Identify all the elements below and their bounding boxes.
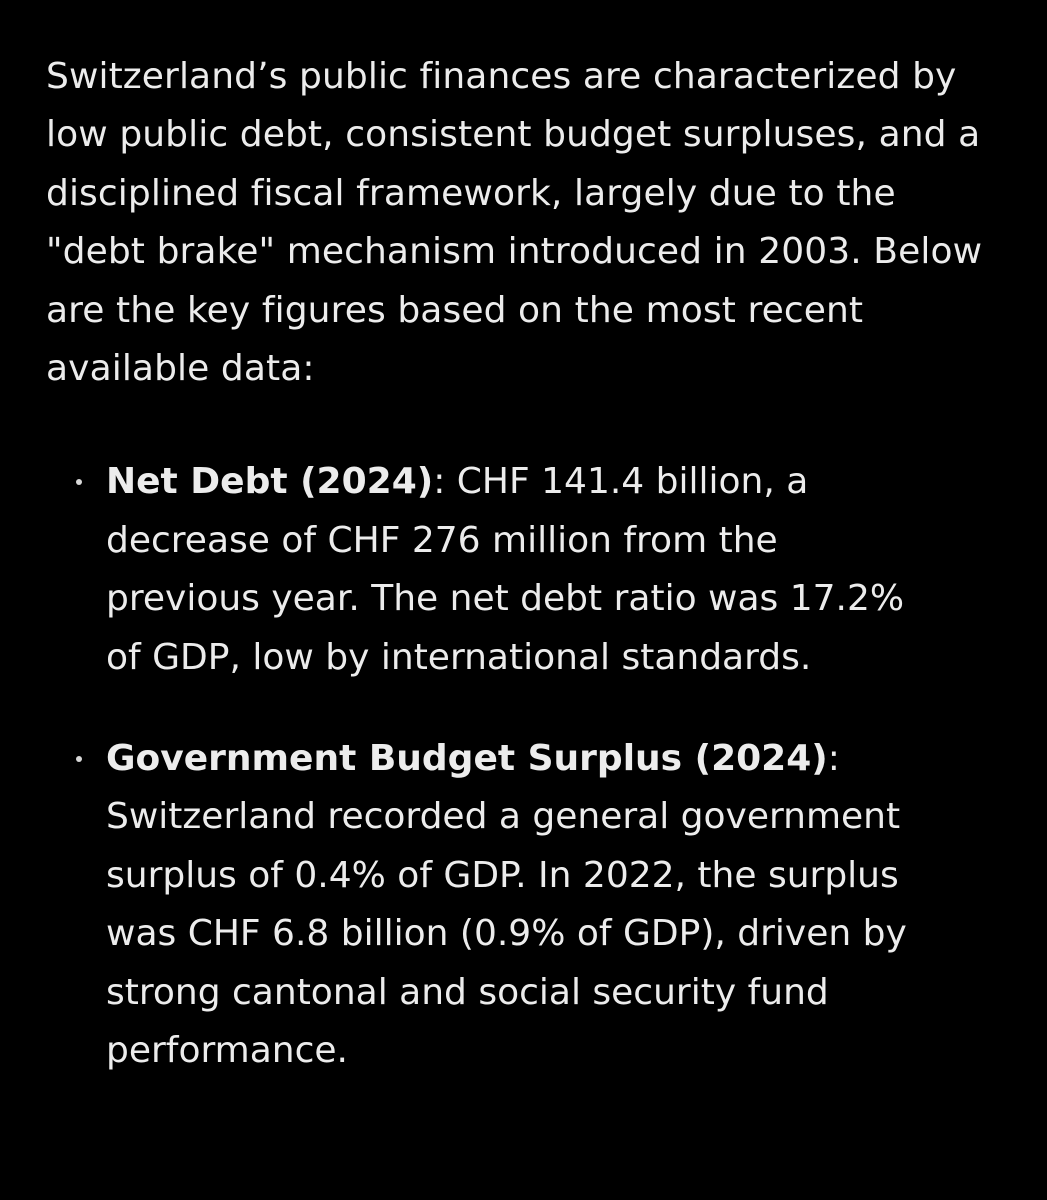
bullet-text: : CHF 141.4 billion, a decrease of CHF 276 million from the previous year. The net debt ratio was 17.2% of GDP, low by international standards. (106, 461, 905, 678)
bullet-text: : Switzerland recorded a general government surplus of 0.4% of GDP. In 2022, the surplus was CHF 6.8 billion (0.9% of GDP), driven by strong cantonal and social security fund performance. (106, 738, 907, 1072)
list-item-budget-surplus (46, 730, 936, 1080)
bullet-label: Net Debt (2024) (106, 461, 434, 503)
list-item-net-debt (46, 453, 936, 687)
bullet-dot-icon (76, 756, 82, 762)
bullet-dot-icon (76, 479, 82, 485)
intro-paragraph: Switzerland’s public finances are characterized by low public debt, consistent budget surpluses, and a disciplined fiscal framework, largely due to the "debt brake" mechanism introduced in 2003. Below are the key figures based on the most recent available data: (46, 56, 983, 390)
bullet-label: Government Budget Surplus (2024) (106, 738, 828, 780)
chat-response (46, 48, 1006, 1081)
key-figures-list (46, 453, 1006, 1080)
